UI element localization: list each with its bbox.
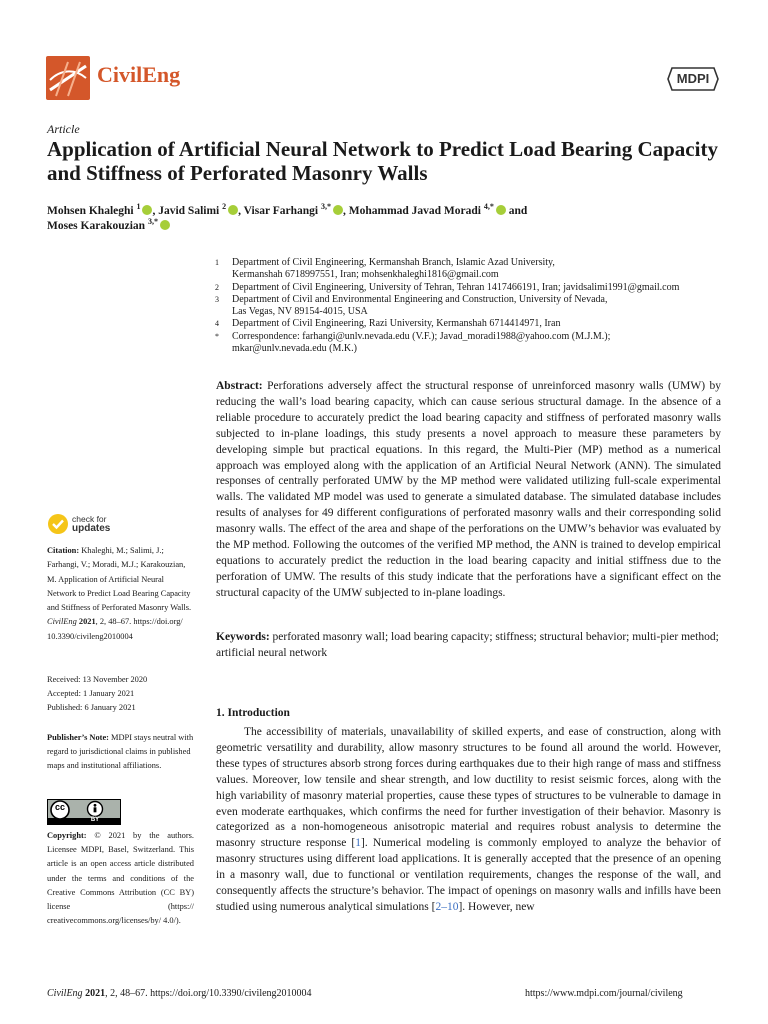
- affiliation-item: 2 Department of Civil Engineering, University of Tehran, Tehran 1417466191, Iran; javidsalimi1991@gmail.com: [215, 281, 680, 293]
- orcid-icon[interactable]: [160, 220, 170, 230]
- author-name: Mohammad Javad Moradi: [348, 205, 481, 217]
- abstract-text: Perforations adversely affect the structural response of unreinforced masonry walls (UMW) by reducing the wall’s load bearing capacity, which can cause serious structural damage. In the absence of a reliable procedure to accurately predict the load bearing capacity and stiffness of perforated masonry walls subjected to in-plane loadings, this study presents a novel approach to measure these parameters by developing simple but practical equations. In this regard, the Multi-Pier (MP) method as a numerical approach was employed along with the application of an Artificial Neural Network (ANN). The simulated responses of centrally perforated UMW by the MP method were validated utilizing full-scale experimental walls. The validated MP model was used to generate a simulated database. The simulated database includes results of analyses for 49 different configurations of perforated masonry walls and their corresponding solid masonry walls. The effect of the area and shape of the perforations on the UMW’s behavior was evaluated by the MP method. Following the outcomes of the verified MP method, the ANN is trained to develop empirical equations to accurately predict the reduction in the load bearing capacity and initial stiffness due to the perforation of UMW. The results of this study indicate that the perforations have a significant effect on the structural capacity of the UMW subjected to in-plane loadings.: [216, 380, 722, 599]
- author-list: Mohsen Khaleghi $^1$ , Javid Salimi $^2$ , Visar Farhangi $^{3,*}$ , Mohammad Javad Moradi $^{4,*}$ and Moses Karakouzian $^{3,*}$: [47, 202, 528, 232]
- citation-doi-link[interactable]: , 2, 48–67. https://doi.org/ 10.3390/civileng2010004: [47, 617, 183, 641]
- article-type: Article: [47, 122, 80, 136]
- publication-dates: [47, 673, 192, 716]
- check-updates-line1[interactable]: check for: [72, 514, 107, 524]
- correspondence: * Correspondence: farhangi@unlv.nevada.edu (V.F.); Javad_moradi1988@yahoo.com (M.J.M.); mkar@unlv.nevada.edu (M.K.): [215, 330, 611, 355]
- keywords-label: Keywords:: [216, 631, 270, 643]
- orcid-icon[interactable]: [228, 205, 238, 215]
- abstract: [216, 379, 721, 602]
- cc-label: cc: [54, 802, 65, 812]
- footer-journal-url[interactable]: https://www.mdpi.com/journal/civileng: [525, 988, 683, 999]
- published-date: Published: 6 January 2021: [47, 703, 136, 713]
- affiliation-item: 3 Department of Civil and Environmental Engineering and Construction, University of Nevada, Las Vegas, NV 89154-4015, USA: [215, 293, 608, 318]
- article-title: Application of Artificial Neural Network to Predict Load Bearing Capacity and Stiffness of Perforated Masonry Walls: [47, 137, 718, 185]
- civileng-logo-icon: [46, 56, 90, 100]
- check-updates-line2[interactable]: updates: [72, 523, 111, 534]
- author-name: Moses Karakouzian: [47, 220, 146, 232]
- received-date: Received: 13 November 2020: [47, 675, 148, 684]
- orcid-icon[interactable]: [333, 205, 343, 215]
- affiliations: [215, 257, 730, 355]
- accepted-date: Accepted: 1 January 2021: [47, 689, 135, 699]
- author-name: Visar Farhangi: [243, 205, 319, 217]
- publisher-name: MDPI: [676, 71, 710, 86]
- reference-link[interactable]: 1: [355, 837, 362, 850]
- footer-citation: CivilEng 2021, 2, 48–67. https://doi.org/10.3390/civileng2010004: [47, 988, 312, 999]
- copyright-notice: Copyright: © 2021 by the authors. Licensee MDPI, Basel, Switzerland. This article is an open access article distributed under the terms and conditions of the Creative Commons Attribution (CC BY) license (https:// creativecommons.org/licenses/by/ 4.0/).: [47, 831, 195, 926]
- author-name: Mohsen Khaleghi: [47, 205, 134, 217]
- citation-block: Citation: Khaleghi, M.; Salimi, J.; Farhangi, V.; Moradi, M.J.; Karakouzian, M. Application of Artificial Neural Network to Predict Load Bearing Capacity and Stiffness of Perforated Masonry Walls. CivilEng 2021, 2, 48–67. https://doi.org/ 10.3390/civileng2010004: [47, 546, 192, 641]
- abstract-label: Abstract:: [216, 380, 263, 392]
- check-for-updates-icon[interactable]: [47, 513, 69, 535]
- orcid-icon[interactable]: [142, 205, 152, 215]
- section-heading-introduction: 1. Introduction: [216, 707, 290, 719]
- keywords-text: perforated masonry wall; load bearing capacity; stiffness; structural behavior; multi-pier method; artificial neural network: [216, 631, 719, 659]
- mdpi-logo-icon[interactable]: [666, 64, 720, 94]
- orcid-icon[interactable]: [496, 205, 506, 215]
- cc-by-license-badge[interactable]: [47, 799, 121, 825]
- by-label: BY: [90, 817, 100, 823]
- affiliation-item: 4 Department of Civil Engineering, Razi University, Kermanshah 6714414971, Iran: [215, 318, 561, 330]
- footer-doi-link[interactable]: , 2, 48–67. https://doi.org/10.3390/civileng2010004: [105, 988, 312, 999]
- reference-link[interactable]: 2–10: [435, 900, 459, 913]
- keywords: [216, 630, 721, 662]
- introduction-paragraph: The accessibility of materials, unavailability of skilled experts, and ease of construction, along with geometric versatility and durability, allow masonry structures to be found all around the world. However, these types of structures absorb strong forces during earthquakes due to their high range of mass and stiffness values. Moreover, low tensile and shear strength, and low ductility to resist seismic forces, along with the high variability of masonry material properties, cause these types of structures to be vulnerable to damage in even moderate earthquakes, which confirms the need for further investigation of their behavior. Masonry is categorized as a non-homogeneous anisotropic material and requires robust analysis to determine the masonry structure response [1]. Numerical modeling is commonly employed to analyze the behavior of masonry structures using different load applications. It is generally accepted that the presence of an opening in a masonry wall, due to functional or ventilation requirements, changes the response of the wall, and consequently affects the structure’s behavior. The impact of openings on masonry walls and infills have been studied using numerous analytical simulations [2–10]. However, new: [216, 726, 721, 913]
- affiliation-item: 1 Department of Civil Engineering, Kermanshah Branch, Islamic Azad University, Kermanshah 6718997551, Iran; mohsenkhaleghi1816@gmail.com: [215, 257, 555, 281]
- publisher-note: Publisher’s Note: MDPI stays neutral with regard to jurisdictional claims in published maps and institutional affiliations.: [47, 733, 194, 771]
- author-name: Javid Salimi: [158, 205, 220, 217]
- journal-name: CivilEng: [97, 62, 181, 87]
